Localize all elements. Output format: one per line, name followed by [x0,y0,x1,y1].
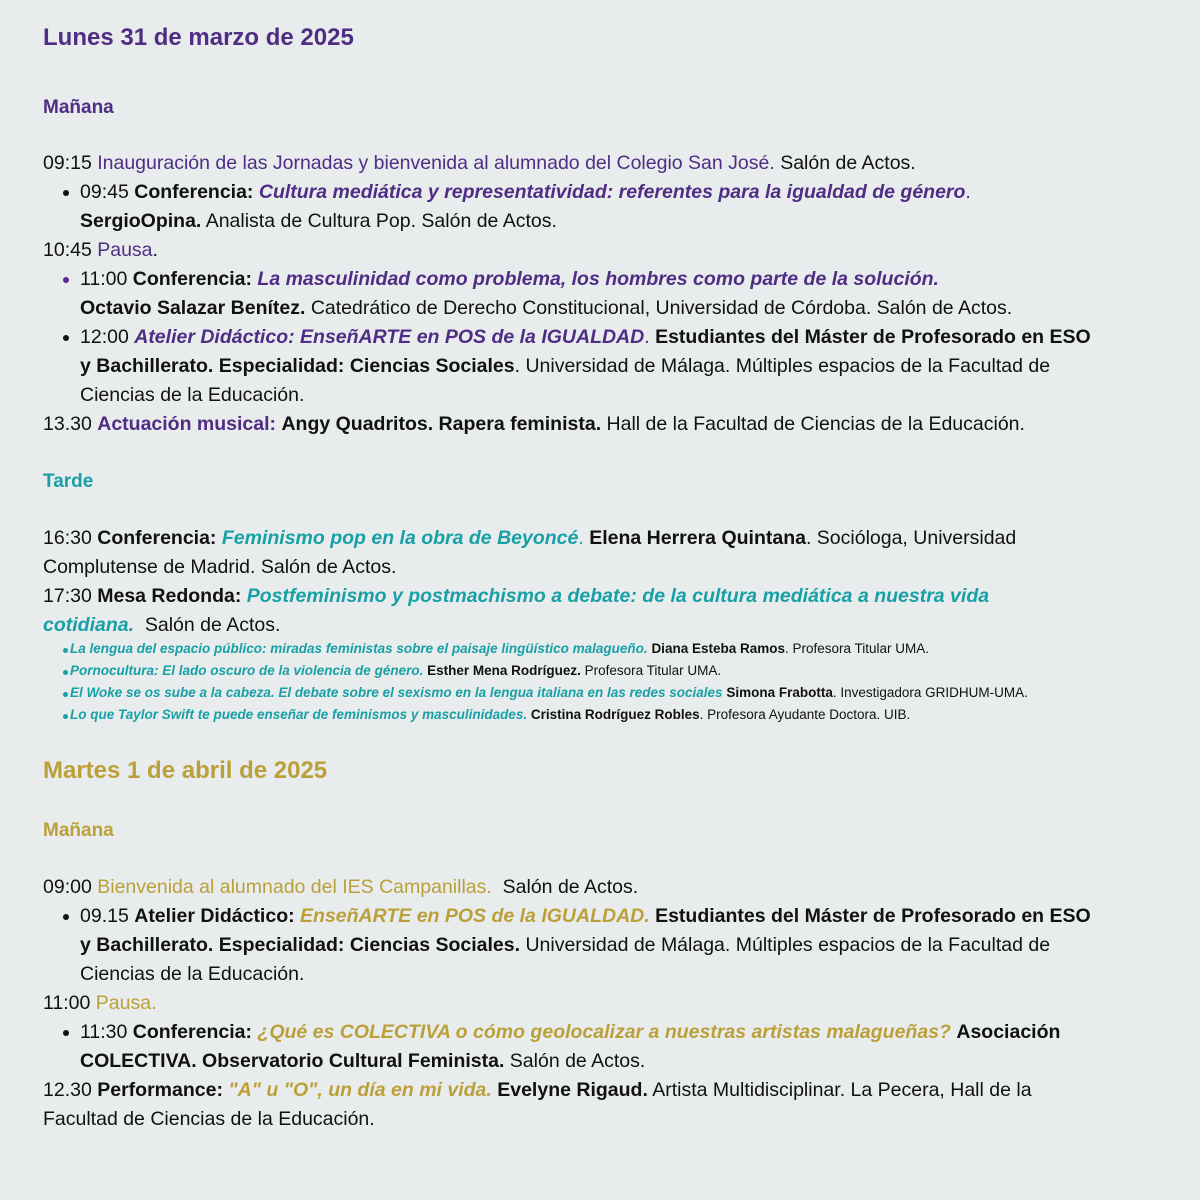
day1-event-mesa-line2 [43,614,280,637]
day1-event-inauguracion [43,152,916,175]
event-title-dot: . [578,527,584,549]
talk-title: Pornocultura: El lado oscuro de la violencia de género. [70,663,424,678]
event-speaker: y Bachillerato. Especialidad: Ciencias Sociales [80,355,515,377]
talk-speaker: Cristina Rodríguez Robles [530,707,700,722]
day1-event-conferencia-2-line2 [80,297,1012,320]
day2-event-colectiva-line2 [80,1050,645,1073]
event-title: Bienvenida al alumnado del IES Campanillas. [97,876,492,898]
talk-speaker: Simona Frabotta [726,685,833,700]
event-time: 10:45 [43,239,92,261]
event-speaker: Evelyne Rigaud. [497,1079,648,1101]
event-title: Actuación musical: [97,413,277,435]
day2-event-pausa [43,992,157,1015]
event-speaker: Elena Herrera Quintana [589,527,806,549]
event-speaker: Asociación [956,1021,1061,1043]
talk-details: . Investigadora GRIDHUM-UMA. [832,685,1028,700]
event-time: 16:30 [43,527,92,549]
day1-event-conferencia-2-line1 [80,268,939,291]
event-details: Catedrático de Derecho Constitucional, Universidad de Córdoba. Salón de Actos. [305,297,1013,319]
day1-event-mesa-line1 [43,585,989,608]
day1-event-atelier-line2 [80,355,1050,378]
talk-item [70,663,721,678]
event-type: Conferencia: [97,527,217,549]
talk-item [70,707,910,722]
day1-event-actuacion [43,413,1025,436]
day1-title: Lunes 31 de marzo de 2025 [43,24,354,51]
event-title: Pausa. [95,992,157,1014]
bullet-icon [63,692,68,697]
event-time: 11:00 [80,268,128,290]
event-time: 11:00 [43,992,91,1014]
event-details: Hall de la Facultad de Ciencias de la Educación. [601,413,1025,435]
event-speaker: COLECTIVA. Observatorio Cultural Feminista. [80,1050,505,1072]
day2-event-atelier-line3: Ciencias de la Educación. [80,963,305,985]
event-time: 09.15 [80,905,129,927]
event-location: Salón de Actos. [491,876,639,898]
day1-event-pausa [43,239,158,262]
day1-afternoon-label: Tarde [43,471,94,492]
event-title: Inauguración de las Jornadas y bienvenida al alumnado del Colegio San José. [97,152,775,174]
event-speaker: Angy Quadritos. Rapera feminista. [281,413,602,435]
event-details: . Universidad de Málaga. Múltiples espacios de la Facultad de [514,355,1051,377]
event-title: Feminismo pop en la obra de Beyoncé [221,527,579,549]
talk-item [70,641,929,656]
bullet-icon [63,670,68,675]
event-location: Salón de Actos. [774,152,916,174]
bullet-icon [63,714,68,719]
event-speaker: y Bachillerato. Especialidad: Ciencias Sociales. [80,934,521,956]
event-speaker: Octavio Salazar Benítez. [80,297,306,319]
day1-event-atelier-line3: Ciencias de la Educación. [80,384,305,406]
event-time: 09:15 [43,152,92,174]
talk-title: Lo que Taylor Swift te puede enseñar de feminismos y masculinidades. [70,707,528,722]
bullet-icon [63,914,69,920]
event-time: 09:00 [43,876,92,898]
day2-event-colectiva-line1 [80,1021,1060,1044]
event-title: EnseñARTE en POS de la IGUALDAD. [300,905,650,927]
talk-speaker: Esther Mena Rodríguez. [427,663,581,678]
event-type: Mesa Redonda: [97,585,242,607]
event-title: Postfeminismo y postmachismo a debate: de la cultura mediática a nuestra vida [246,585,990,607]
day2-title: Martes 1 de abril de 2025 [43,757,328,784]
event-location: Salón de Actos. [504,1050,646,1072]
event-title-dot: . [644,326,650,348]
bullet-icon [63,648,68,653]
day1-event-conferencia-1-line2 [80,210,557,233]
event-title: cotidiana. [43,614,135,636]
event-title-dot: . [152,239,158,261]
bullet-icon [63,1030,69,1036]
talk-details: . Profesora Titular UMA. [785,641,930,656]
day1-event-conferencia-1-line1 [80,181,971,204]
event-title: Atelier Didáctico: EnseñARTE en POS de la IGUALDAD [134,326,645,348]
event-time: 13.30 [43,413,92,435]
day2-morning-label: Mañana [43,820,114,841]
event-type: Atelier Didáctico: [134,905,295,927]
day2-event-bienvenida [43,876,638,899]
event-details: Analista de Cultura Pop. Salón de Actos. [201,210,557,232]
event-title: La masculinidad como problema, los hombres como parte de la solución. [257,268,939,290]
event-title: ¿Qué es COLECTIVA o cómo geolocalizar a nuestras artistas malagueñas? [257,1021,951,1043]
bullet-icon [63,335,69,341]
event-speaker: Estudiantes del Máster de Profesorado en ESO [655,326,1091,348]
event-time: 09:45 [80,181,129,203]
event-title: Pausa [97,239,153,261]
bullet-icon [63,277,69,283]
event-time: 11:30 [80,1021,128,1043]
day2-event-atelier-line2 [80,934,1050,957]
talk-speaker: Diana Esteba Ramos [651,641,785,656]
event-title-dot: . [965,181,971,203]
event-time: 12:00 [80,326,129,348]
day2-event-atelier-line1 [80,905,1091,928]
day1-event-atelier-line1 [80,326,1091,349]
talk-item [70,685,1028,700]
event-type: Conferencia: [134,181,254,203]
day2-event-performance-line1 [43,1079,1032,1102]
event-time: 17:30 [43,585,92,607]
event-speaker: Estudiantes del Máster de Profesorado en ESO [655,905,1091,927]
day1-event-beyonce-line1 [43,527,1016,550]
event-time: 12.30 [43,1079,92,1101]
event-type: Performance: [97,1079,223,1101]
event-details: . Socióloga, Universidad [805,527,1017,549]
event-details: Universidad de Málaga. Múltiples espacios de la Facultad de [520,934,1051,956]
event-title: Cultura mediática y representatividad: referentes para la igualdad de género [258,181,966,203]
event-details: Artista Multidisciplinar. La Pecera, Hall de la [647,1079,1032,1101]
day1-morning-label: Mañana [43,97,114,118]
talk-title: El Woke se os sube a la cabeza. El debate sobre el sexismo en la lengua italiana en las redes sociales [70,685,723,700]
day1-event-beyonce-line2: Complutense de Madrid. Salón de Actos. [43,556,397,578]
talk-details: . Profesora Ayudante Doctora. UIB. [699,707,911,722]
talk-title: La lengua del espacio público: miradas feministas sobre el paisaje lingüístico malagueño. [70,641,648,656]
event-type: Conferencia: [132,1021,252,1043]
event-title: "A" u "O", un día en mi vida. [228,1079,492,1101]
event-type: Conferencia: [132,268,252,290]
event-location: Salón de Actos. [134,614,281,636]
event-speaker: SergioOpina. [80,210,202,232]
day2-event-performance-line2: Facultad de Ciencias de la Educación. [43,1108,375,1130]
bullet-icon [63,190,69,196]
talk-details: Profesora Titular UMA. [580,663,722,678]
